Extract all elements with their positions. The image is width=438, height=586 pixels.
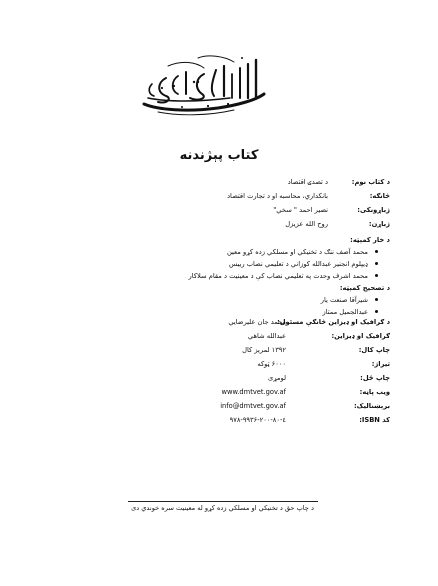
detail-label: کد ISBN: [359,416,390,424]
website-link[interactable]: www.dmtvet.gov.af [221,388,286,396]
list-item: عبدالجمیل ممتاز [150,306,390,318]
bullet-icon [375,298,378,301]
copyright-notice: د چاپ حق د تخنیکي او مسلکي زده کړو له معینیت سره خوندي دی [131,504,314,512]
detail-row-editor [150,220,390,234]
page-title: کتاب پېژندنه [179,148,259,163]
detail-value: روح الله عزیزل [285,220,328,228]
detail-value: د تصدۍ اقتصاد [287,178,328,186]
detail-label: ویب پاڼه: [359,388,390,396]
detail-row-graphics-head [150,318,390,332]
detail-row-email [150,402,390,416]
book-details [150,178,390,430]
detail-value: ۹۷۸-۹۹۳۶-۲۰۰-۸۰-٤ [229,416,286,424]
detail-value: عبدالله شاهي [247,332,286,340]
detail-label: برېښنالیک: [354,402,390,410]
detail-label: تیراژ: [371,360,390,368]
detail-label: د ګرافیک او ډیزاین څانګې مسئول: [277,318,390,326]
footer-divider [128,501,318,502]
detail-row-website [150,388,390,402]
bullet-icon [375,262,378,265]
detail-row-circulation [150,360,390,374]
detail-value: لومړی [268,374,286,382]
detail-value: ۶۰۰۰ ټوکه [257,360,286,368]
bullet-icon [375,250,378,253]
basmala-calligraphy-icon [138,52,268,120]
correction-committee-list [150,294,390,318]
bullet-icon [375,274,378,277]
review-committee-list [150,246,390,282]
detail-row-book-name [150,178,390,192]
detail-label: ژباړن: [368,220,390,228]
detail-label: څانګه: [369,192,390,200]
detail-label: چاپ کال: [358,346,390,354]
review-committee-heading: د خار کمېټه: [350,235,390,244]
detail-label: ګرافیک او ډیزاین: [331,332,390,340]
detail-value: ۱۳۹۲ لمریز کال [242,346,286,354]
detail-row-graphics [150,332,390,346]
detail-label: چاپ ځل: [360,374,390,382]
detail-label: ژباړونکی: [357,206,390,214]
detail-label: د کتاب نوم: [351,178,390,186]
detail-row-edition [150,374,390,388]
detail-row-department [150,192,390,206]
list-item: محمد اشرف وحدت په تعلیمي نصاب کې د معینیت د مقام سلاکار [150,270,390,282]
list-item: محمد آصف ننګ د تخنیکي او مسلکي زده کړو معین [150,246,390,258]
list-item: ډیپلوم انجنیر عبدالله کوزاني د تعلیمي نصاب رییس [150,258,390,270]
bullet-icon [375,310,378,313]
detail-row-print-year [150,346,390,360]
correction-committee-heading: د تصحیح کمېټه: [339,283,390,292]
detail-value: بانکداري، محاسبه او د تجارت اقتصاد [227,192,328,200]
email-link[interactable]: info@dmtvet.gov.af [220,402,286,410]
detail-value: محمد جان علیرضایي [228,318,286,326]
list-item: شیرآقا صنعت یار [150,294,390,306]
detail-row-isbn [150,416,390,430]
detail-row-translator [150,206,390,220]
detail-value: نصیر احمد " سخي" [273,206,328,214]
